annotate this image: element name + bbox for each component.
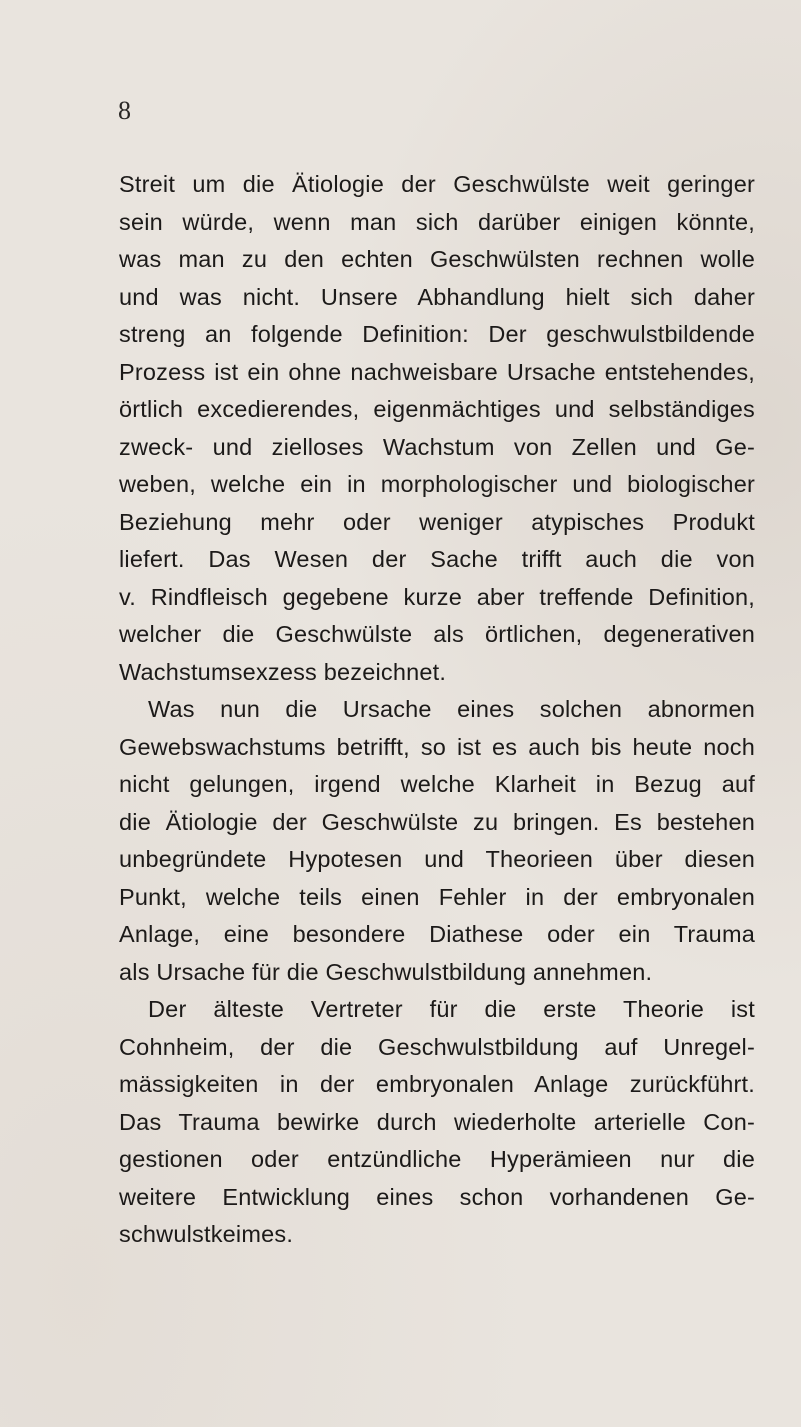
text-line: sein würde, wenn man sich darüber einigen könnte, [119,208,755,235]
text-line: gestionen oder entzündliche Hyperämieen nur die [119,1146,755,1172]
body-text [119,166,755,1254]
text-line: Wachstumsexzess bezeichnet. [119,658,447,685]
text-line: welcher die Geschwülste als örtlichen, degenerativen [119,621,755,647]
text-line: und was nicht. Unsere Abhandlung hielt sich daher [119,283,755,310]
text-line: streng an folgende Definition: Der geschwulstbildende [119,321,755,347]
text-line: Streit um die Ätiologie der Geschwülste weit geringer [119,171,755,197]
text-line: liefert. Das Wesen der Sache trifft auch die von [119,546,755,572]
text-line: Prozess ist ein ohne nachweisbare Ursache entstehendes, [119,358,755,385]
text-line: mässigkeiten in der embryonalen Anlage zurückführt. [119,1071,755,1097]
text-line: Das Trauma bewirke durch wiederholte arterielle Con- [119,1108,755,1135]
text-line: weben, welche ein in morphologischer und biologischer [119,471,755,497]
text-line: was man zu den echten Geschwülsten rechnen wolle [119,246,755,272]
text-line: weitere Entwicklung eines schon vorhandenen Ge- [119,1183,755,1210]
text-line: Gewebswachstums betrifft, so ist es auch bis heute noch [119,733,755,760]
text-line: Anlage, eine besondere Diathese oder ein Trauma [119,921,755,947]
text-line: Cohnheim, der die Geschwulstbildung auf Unregel- [119,1033,755,1060]
text-line: unbegründete Hypotesen und Theorieen über diesen [119,846,755,872]
text-line: zweck- und zielloses Wachstum von Zellen und Ge- [119,433,755,460]
text-line: v. Rindfleisch gegebene kurze aber treffende Definition, [119,583,755,610]
text-line: Der älteste Vertreter für die erste Theorie ist [148,996,755,1022]
text-line: Punkt, welche teils einen Fehler in der embryonalen [119,883,755,910]
text-line: nicht gelungen, irgend welche Klarheit in Bezug auf [119,771,755,797]
text-line: örtlich excedierendes, eigenmächtiges und selbständiges [119,396,755,422]
text-line: schwulstkeimes. [119,1221,294,1247]
page-number: 8 [118,96,131,125]
text-line: als Ursache für die Geschwulstbildung annehmen. [119,958,653,985]
text-line: die Ätiologie der Geschwülste zu bringen. Es bestehen [119,808,755,835]
text-line: Beziehung mehr oder weniger atypisches Produkt [119,508,755,535]
text-line: Was nun die Ursache eines solchen abnormen [148,696,755,722]
